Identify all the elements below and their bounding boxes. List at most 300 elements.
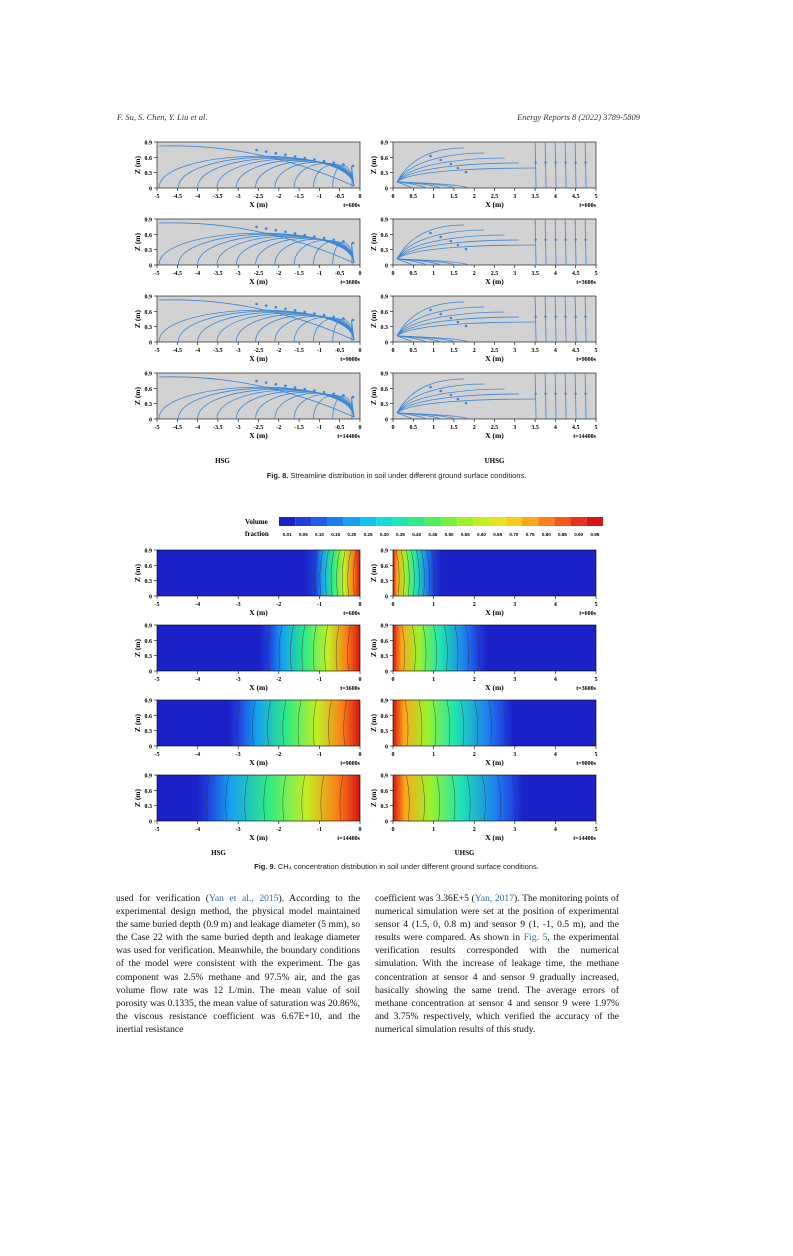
x-tick-label: -4.5 (172, 271, 183, 277)
x-tick-label: 3 (513, 348, 517, 354)
z-tick-label: 0.9 (144, 698, 152, 705)
x-tick-label: 1.5 (450, 425, 458, 431)
legend-swatch (506, 517, 522, 526)
x-tick-label: -4 (195, 827, 201, 833)
z-tick-label: 0 (385, 263, 388, 270)
x-tick-label: 0 (358, 827, 362, 833)
legend-value: 0.70 (509, 532, 519, 537)
x-tick-label: 0 (391, 194, 395, 200)
z-tick-label: 0.3 (144, 171, 152, 178)
x-tick-label: 1 (432, 271, 436, 277)
z-tick-label: 0 (385, 819, 388, 826)
legend-value: 0.85 (558, 532, 567, 537)
x-tick-label: 3 (513, 827, 517, 833)
x-tick-label: 4 (553, 827, 557, 833)
z-tick-label: 0.9 (144, 773, 152, 780)
time-label: t=600s (579, 611, 596, 617)
x-tick-label: 0 (391, 425, 395, 431)
z-axis-label: Z (m) (133, 638, 142, 658)
x-tick-label: -2 (276, 425, 282, 431)
x-tick-label: 1 (432, 752, 436, 758)
x-tick-label: 5 (594, 602, 598, 608)
legend-swatch (409, 517, 425, 526)
plot-area (157, 775, 360, 821)
z-tick-label: 0.6 (380, 713, 388, 720)
z-tick-label: 0.9 (380, 548, 388, 555)
legend-swatch (376, 517, 392, 526)
legend-value: 0.80 (541, 532, 551, 537)
z-tick-label: 0 (149, 669, 152, 676)
time-label: t=3600s (340, 280, 360, 286)
legend-value: 0.95 (590, 532, 600, 537)
x-tick-label: 1 (432, 602, 436, 608)
hsg-label: HSG (211, 849, 226, 857)
x-axis-label: X (m) (249, 608, 268, 617)
x-tick-label: -1 (316, 348, 322, 354)
legend-value: 0.45 (428, 532, 438, 537)
legend-swatch (538, 517, 554, 526)
x-tick-label: -1.5 (294, 194, 304, 200)
z-tick-label: 0 (385, 340, 388, 347)
x-tick-label: -5 (154, 425, 160, 431)
x-tick-label: 1 (432, 677, 436, 683)
x-tick-label: 3 (513, 677, 517, 683)
x-tick-label: 5 (594, 425, 598, 431)
running-header-authors: F. Su, S. Chen, Y. Liu et al. (117, 112, 208, 122)
z-tick-label: 0.3 (144, 402, 152, 409)
plot-area (157, 625, 360, 671)
time-label: t=14400s (573, 836, 596, 842)
x-tick-label: -3 (235, 677, 241, 683)
x-tick-label: -1 (316, 677, 322, 683)
x-tick-label: 2 (472, 827, 476, 833)
x-axis-label: X (m) (485, 833, 504, 842)
x-tick-label: -1 (316, 602, 322, 608)
x-tick-label: 0 (391, 602, 395, 608)
x-tick-label: 3.5 (531, 348, 539, 354)
plot-area (157, 700, 360, 746)
time-label: t=9000s (576, 761, 596, 767)
x-tick-label: -3.5 (213, 271, 223, 277)
x-tick-label: 3.5 (531, 425, 539, 431)
z-tick-label: 0.3 (144, 729, 152, 736)
x-tick-label: 2.5 (490, 348, 499, 354)
x-tick-label: -5 (154, 677, 160, 683)
body-text-right-column (375, 892, 619, 1036)
legend-value: 0.40 (412, 532, 422, 537)
legend-value: 0.50 (444, 532, 454, 537)
z-tick-label: 0 (385, 186, 388, 193)
x-tick-label: 2 (472, 348, 476, 354)
legend-value: 0.90 (574, 532, 584, 537)
time-label: t=9000s (576, 357, 596, 363)
x-tick-label: -2 (276, 271, 282, 277)
legend-swatch (392, 517, 408, 526)
x-axis-label: X (m) (249, 758, 268, 767)
z-tick-label: 0.9 (380, 698, 388, 705)
z-axis-label: Z (m) (369, 713, 378, 733)
x-tick-label: 1 (432, 827, 436, 833)
x-tick-label: 1.5 (450, 194, 458, 200)
x-tick-label: 0 (391, 271, 395, 277)
citation-link[interactable]: Yan, 2017 (474, 893, 515, 904)
z-tick-label: 0.6 (380, 309, 388, 316)
z-tick-label: 0.9 (380, 140, 388, 147)
x-tick-label: -2.5 (253, 425, 264, 431)
legend-value: 0.75 (525, 532, 535, 537)
x-tick-label: 0 (358, 752, 362, 758)
x-tick-label: 1 (432, 194, 436, 200)
time-label: t=9000s (340, 761, 360, 767)
z-tick-label: 0.6 (380, 386, 388, 393)
z-tick-label: 0.3 (380, 804, 388, 811)
z-axis-label: Z (m) (133, 232, 142, 252)
x-tick-label: 2 (472, 425, 476, 431)
z-axis-label: Z (m) (369, 788, 378, 808)
z-tick-label: 0 (385, 669, 388, 676)
left-column-text: ). According to the experimental design method, the physical model maintained the same buried depth (0.9 m) and leakage diameter (5 mm), so the Case 22 with the same buried depth and leakage diameter was used for verification. Meanwhile, the boundary conditions of the model were consistent with the experiment. The gas component was 2.5% methane and 97.5% air, and the gas volume flow rate was 12 L/min. The mean value of soil porosity was 0.1335, the mean value of saturation was 20.86%, the viscous resistance coefficient was 6.67E+10, and the inertial resistance (116, 893, 360, 1035)
x-tick-label: -0.5 (334, 425, 345, 431)
x-tick-label: 3.5 (531, 194, 539, 200)
z-tick-label: 0.9 (144, 140, 152, 147)
plot-area (393, 775, 596, 821)
z-tick-label: 0 (149, 594, 152, 601)
legend-swatch (571, 517, 587, 526)
x-axis-label: X (m) (485, 683, 504, 692)
x-tick-label: 2 (472, 271, 476, 277)
legend-swatch (522, 517, 538, 526)
x-tick-label: 0 (358, 348, 362, 354)
right-column-text: ). The monitoring points of numerical simulation were set at the position of experimental sensor 4 (1.5, 0, 0.8 m) and sensor 9 (1, -1, 0.5 m), and the results were compared. As shown in (375, 893, 620, 944)
x-tick-label: 4.5 (571, 271, 580, 277)
body-text-left-column (116, 892, 360, 1036)
x-tick-label: 2 (472, 602, 476, 608)
x-tick-label: -5 (154, 348, 160, 354)
x-tick-label: 4.5 (571, 425, 580, 431)
x-tick-label: 3.5 (531, 271, 539, 277)
x-tick-label: 1 (432, 348, 436, 354)
x-tick-label: -4.5 (172, 194, 183, 200)
x-axis-label: X (m) (249, 277, 268, 286)
x-tick-label: 3 (513, 425, 517, 431)
x-tick-label: -4 (195, 677, 201, 683)
x-tick-label: 0.5 (409, 348, 418, 354)
x-tick-label: 5 (594, 348, 598, 354)
z-tick-label: 0.6 (380, 155, 388, 162)
x-tick-label: 4.5 (571, 194, 580, 200)
figure-8-streamlines (110, 135, 610, 467)
x-tick-label: -4.5 (172, 425, 183, 431)
z-tick-label: 0.6 (380, 232, 388, 239)
x-tick-label: -5 (154, 752, 160, 758)
x-tick-label: -2.5 (253, 194, 264, 200)
x-tick-label: 2 (472, 194, 476, 200)
citation-link[interactable]: Fig. 5 (523, 932, 548, 944)
plot-area (393, 700, 596, 746)
x-tick-label: 4 (553, 194, 557, 200)
figure-9-concentration (110, 543, 610, 858)
legend-value: 0.20 (347, 532, 357, 537)
x-axis-label: X (m) (249, 200, 268, 209)
right-column-text: , the experimental verification results corresponded with the numerical simulation. With the increase of leakage time, the methane concentration at sensor 4 and sensor 9 gradually increased, basically showing the same trend. The average errors of methane concentration at sensor 4 and sensor 9 were 1.97% and 3.75% respectively, which verified the accuracy of the numerical simulation results of this study. (375, 932, 619, 1035)
x-tick-label: -0.5 (334, 271, 345, 277)
x-tick-label: 4 (553, 425, 557, 431)
plot-area (393, 625, 596, 671)
x-axis-label: X (m) (485, 608, 504, 617)
legend-value: 0.60 (477, 532, 486, 537)
z-tick-label: 0.6 (144, 309, 152, 316)
legend-swatch (311, 517, 327, 526)
legend-value: 0.35 (396, 532, 405, 537)
legend-swatch (279, 517, 295, 526)
time-label: t=14400s (337, 434, 360, 440)
time-label: t=9000s (340, 357, 360, 363)
z-tick-label: 0.9 (144, 548, 152, 555)
z-axis-label: Z (m) (369, 155, 378, 175)
x-axis-label: X (m) (249, 833, 268, 842)
x-tick-label: -1.5 (294, 271, 304, 277)
z-axis-label: Z (m) (369, 638, 378, 658)
z-tick-label: 0 (385, 594, 388, 601)
x-tick-label: -4 (195, 602, 201, 608)
x-tick-label: 5 (594, 194, 598, 200)
legend-value: 0.25 (363, 532, 373, 537)
z-tick-label: 0.6 (380, 563, 388, 570)
time-label: t=3600s (340, 686, 360, 692)
legend-swatch (344, 517, 360, 526)
x-tick-label: -3 (235, 271, 241, 277)
x-tick-label: -2.5 (253, 348, 264, 354)
z-axis-label: Z (m) (133, 155, 142, 175)
time-label: t=600s (579, 203, 596, 209)
x-tick-label: 2 (472, 677, 476, 683)
citation-link[interactable]: Yan et al., 2015 (208, 893, 279, 904)
z-axis-label: Z (m) (133, 788, 142, 808)
x-tick-label: -1.5 (294, 348, 304, 354)
z-tick-label: 0.3 (144, 804, 152, 811)
z-axis-label: Z (m) (133, 563, 142, 583)
x-tick-label: 5 (594, 752, 598, 758)
z-tick-label: 0.3 (144, 248, 152, 255)
x-tick-label: 0 (358, 194, 362, 200)
z-tick-label: 0 (385, 744, 388, 751)
legend-swatch (490, 517, 506, 526)
z-tick-label: 0.6 (144, 386, 152, 393)
x-tick-label: 4 (553, 271, 557, 277)
x-tick-label: -1 (316, 194, 322, 200)
x-tick-label: -0.5 (334, 194, 345, 200)
x-tick-label: 0.5 (409, 271, 418, 277)
x-tick-label: -5 (154, 827, 160, 833)
z-tick-label: 0 (149, 819, 152, 826)
x-tick-label: -4 (195, 752, 201, 758)
z-tick-label: 0 (149, 186, 152, 193)
z-tick-label: 0.9 (144, 217, 152, 224)
x-tick-label: 3 (513, 602, 517, 608)
z-tick-label: 0.6 (380, 788, 388, 795)
z-tick-label: 0.6 (144, 638, 152, 645)
x-tick-label: -3.5 (213, 348, 223, 354)
z-tick-label: 0.3 (380, 654, 388, 661)
x-tick-label: -1 (316, 827, 322, 833)
time-label: t=3600s (576, 280, 596, 286)
x-tick-label: 2.5 (490, 271, 499, 277)
z-tick-label: 0.3 (380, 579, 388, 586)
z-tick-label: 0.3 (380, 248, 388, 255)
running-header-journal: Energy Reports 8 (2022) 3789-5809 (517, 112, 640, 122)
z-tick-label: 0.6 (144, 788, 152, 795)
figure-9-caption: Fig. 9. CH₄ concentration distribution in soil under different ground surface conditions. (254, 862, 539, 871)
x-tick-label: -5 (154, 602, 160, 608)
x-tick-label: -1.5 (294, 425, 304, 431)
z-tick-label: 0.9 (144, 294, 152, 301)
legend-value: 0.30 (379, 532, 389, 537)
x-tick-label: 4 (553, 752, 557, 758)
x-tick-label: 4.5 (571, 348, 580, 354)
z-tick-label: 0.9 (380, 773, 388, 780)
x-axis-label: X (m) (485, 431, 504, 440)
x-tick-label: -1 (316, 425, 322, 431)
z-axis-label: Z (m) (133, 713, 142, 733)
figure-9-legend (245, 515, 605, 541)
x-axis-label: X (m) (249, 431, 268, 440)
z-tick-label: 0 (149, 417, 152, 424)
x-tick-label: -4 (195, 348, 201, 354)
legend-value: 0.55 (460, 532, 470, 537)
legend-value: 0.05 (298, 532, 308, 537)
x-tick-label: 4 (553, 348, 557, 354)
uhsg-label: UHSG (484, 457, 505, 465)
z-axis-label: Z (m) (133, 309, 142, 329)
plot-area (393, 550, 596, 596)
x-tick-label: -5 (154, 271, 160, 277)
hsg-label: HSG (215, 457, 230, 465)
z-tick-label: 0.3 (144, 654, 152, 661)
x-tick-label: -3 (235, 602, 241, 608)
x-tick-label: 2.5 (490, 194, 499, 200)
x-axis-label: X (m) (249, 354, 268, 363)
x-tick-label: -3 (235, 425, 241, 431)
legend-swatch (441, 517, 457, 526)
z-tick-label: 0 (385, 417, 388, 424)
legend-value: 0.10 (315, 532, 324, 537)
time-label: t=14400s (573, 434, 596, 440)
legend-swatch (587, 517, 603, 526)
x-tick-label: -3 (235, 348, 241, 354)
x-tick-label: 5 (594, 271, 598, 277)
x-tick-label: 5 (594, 827, 598, 833)
z-tick-label: 0.3 (380, 171, 388, 178)
x-axis-label: X (m) (485, 200, 504, 209)
x-tick-label: -2 (276, 752, 282, 758)
z-tick-label: 0.3 (144, 325, 152, 332)
uhsg-label: UHSG (454, 849, 475, 857)
z-tick-label: 0.9 (144, 623, 152, 630)
x-tick-label: -4 (195, 271, 201, 277)
legend-swatch (425, 517, 441, 526)
legend-value: 0.65 (493, 532, 503, 537)
x-tick-label: 5 (594, 677, 598, 683)
x-tick-label: 0 (391, 677, 395, 683)
x-axis-label: X (m) (485, 758, 504, 767)
x-tick-label: 4 (553, 677, 557, 683)
x-tick-label: -2 (276, 827, 282, 833)
legend-value: 0.01 (282, 532, 292, 537)
z-tick-label: 0.9 (380, 217, 388, 224)
x-tick-label: 0 (358, 602, 362, 608)
x-tick-label: 3 (513, 271, 517, 277)
legend-title: Volume (245, 518, 268, 526)
x-tick-label: -2 (276, 194, 282, 200)
z-tick-label: 0.3 (380, 729, 388, 736)
x-tick-label: -2 (276, 677, 282, 683)
x-tick-label: 0 (391, 348, 395, 354)
x-tick-label: 2.5 (490, 425, 499, 431)
left-column-text: used for verification ( (116, 893, 209, 904)
x-axis-label: X (m) (485, 354, 504, 363)
z-tick-label: 0.6 (144, 563, 152, 570)
figure-8-caption: Fig. 8. Streamline distribution in soil under different ground surface conditions. (266, 471, 527, 480)
z-tick-label: 0.6 (144, 232, 152, 239)
x-tick-label: -3.5 (213, 194, 223, 200)
z-axis-label: Z (m) (369, 386, 378, 406)
x-tick-label: 0 (358, 425, 362, 431)
x-tick-label: 0.5 (409, 425, 418, 431)
z-axis-label: Z (m) (369, 309, 378, 329)
x-tick-label: -2 (276, 348, 282, 354)
x-tick-label: 0 (391, 827, 395, 833)
z-tick-label: 0 (149, 744, 152, 751)
x-tick-label: -0.5 (334, 348, 345, 354)
legend-value: 0.15 (331, 532, 341, 537)
x-tick-label: 2 (472, 752, 476, 758)
plot-area (157, 550, 360, 596)
x-tick-label: 0 (358, 677, 362, 683)
z-tick-label: 0.3 (380, 325, 388, 332)
x-tick-label: 1.5 (450, 271, 458, 277)
x-tick-label: -3 (235, 827, 241, 833)
legend-swatch (554, 517, 570, 526)
x-tick-label: -4.5 (172, 348, 183, 354)
z-axis-label: Z (m) (369, 563, 378, 583)
x-tick-label: 1 (432, 425, 436, 431)
legend-swatch (295, 517, 311, 526)
right-column-text: coefficient was 3.36E+5 ( (375, 893, 475, 904)
x-tick-label: 3 (513, 752, 517, 758)
x-axis-label: X (m) (485, 277, 504, 286)
x-tick-label: -5 (154, 194, 160, 200)
x-tick-label: 4 (553, 602, 557, 608)
z-tick-label: 0.9 (380, 294, 388, 301)
z-axis-label: Z (m) (133, 386, 142, 406)
z-tick-label: 0.9 (380, 623, 388, 630)
legend-swatch (360, 517, 376, 526)
z-tick-label: 0.6 (144, 713, 152, 720)
x-tick-label: 1.5 (450, 348, 458, 354)
x-tick-label: -4 (195, 425, 201, 431)
z-tick-label: 0.6 (144, 155, 152, 162)
time-label: t=600s (343, 611, 360, 617)
legend-swatch (328, 517, 344, 526)
z-tick-label: 0 (149, 340, 152, 347)
x-axis-label: X (m) (249, 683, 268, 692)
x-tick-label: -2.5 (253, 271, 264, 277)
legend-swatch (457, 517, 473, 526)
x-tick-label: 0 (358, 271, 362, 277)
z-tick-label: 0.3 (380, 402, 388, 409)
z-tick-label: 0.3 (144, 579, 152, 586)
z-tick-label: 0.9 (380, 371, 388, 378)
